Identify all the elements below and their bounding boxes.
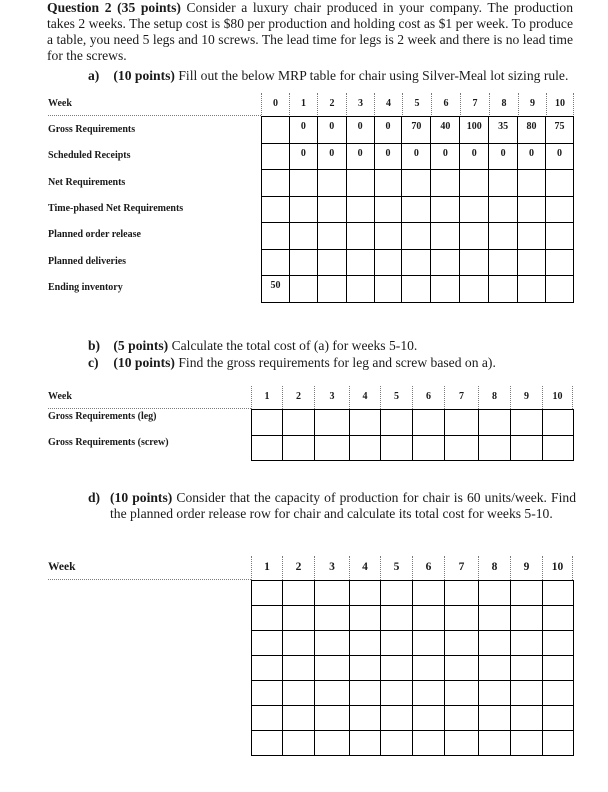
component-cell[interactable]	[511, 410, 543, 436]
capacity-cell[interactable]	[479, 631, 511, 656]
capacity-week-7: 7	[444, 556, 478, 580]
mrp-cell[interactable]: 0	[346, 143, 374, 170]
capacity-row	[252, 606, 574, 631]
mrp-cell[interactable]: 0	[374, 143, 402, 170]
mrp-cell[interactable]	[489, 276, 518, 303]
mrp-cell[interactable]: 0	[460, 143, 489, 170]
component-cell[interactable]	[283, 410, 315, 436]
capacity-week-8: 8	[478, 556, 510, 580]
component-week-10: 10	[542, 386, 573, 409]
mrp-cell[interactable]	[489, 170, 518, 197]
capacity-cell[interactable]	[350, 706, 381, 731]
mrp-row-ending-inventory	[262, 276, 574, 303]
capacity-week-3: 3	[314, 556, 349, 580]
capacity-cell[interactable]	[543, 706, 574, 731]
capacity-cell[interactable]	[350, 731, 381, 756]
capacity-cell[interactable]	[511, 731, 543, 756]
mrp-cell[interactable]	[431, 223, 460, 250]
capacity-cell[interactable]	[511, 681, 543, 706]
mrp-header-separator	[48, 115, 261, 116]
mrp-week-8: 8	[489, 93, 518, 117]
capacity-row	[252, 681, 574, 706]
capacity-cell[interactable]	[511, 706, 543, 731]
mrp-cell[interactable]: 0	[374, 117, 402, 144]
mrp-cell[interactable]	[518, 223, 546, 250]
capacity-cell[interactable]	[350, 631, 381, 656]
part-d-points: (10 points)	[110, 490, 173, 505]
capacity-cell[interactable]	[315, 681, 350, 706]
part-c-points: (10 points)	[113, 355, 175, 370]
component-cell[interactable]	[543, 410, 574, 436]
mrp-cell[interactable]: 0	[489, 143, 518, 170]
component-row-label: Gross Requirements (leg)	[48, 411, 157, 422]
component-cell[interactable]	[445, 435, 479, 461]
capacity-cell[interactable]	[445, 706, 479, 731]
capacity-cell[interactable]	[381, 581, 413, 606]
part-d-tag: d)	[88, 490, 101, 505]
mrp-cell[interactable]	[289, 249, 317, 276]
mrp-cell[interactable]: 70	[402, 117, 431, 144]
capacity-cell[interactable]	[315, 731, 350, 756]
component-table-grid	[251, 409, 574, 461]
mrp-cell[interactable]: 0	[402, 143, 431, 170]
capacity-week-9: 9	[510, 556, 542, 580]
capacity-cell[interactable]	[283, 731, 315, 756]
part-d-instruction	[88, 490, 576, 522]
mrp-cell[interactable]	[546, 170, 574, 197]
component-week-4: 4	[349, 386, 380, 409]
mrp-cell[interactable]	[546, 223, 574, 250]
mrp-cell[interactable]: 0	[431, 143, 460, 170]
part-c-text: Find the gross requirements for leg and screw based on a).	[178, 355, 496, 370]
mrp-cell[interactable]	[431, 170, 460, 197]
capacity-cell[interactable]	[511, 581, 543, 606]
capacity-cell[interactable]	[511, 631, 543, 656]
capacity-cell[interactable]	[252, 631, 283, 656]
mrp-cell[interactable]	[262, 143, 290, 170]
mrp-row-label: Scheduled Receipts	[48, 150, 131, 161]
component-row-label: Gross Requirements (screw)	[48, 437, 169, 448]
mrp-row-time-phased-net-requirements	[262, 196, 574, 223]
component-cell[interactable]	[381, 410, 413, 436]
capacity-cell[interactable]	[350, 581, 381, 606]
question-intro	[47, 0, 573, 64]
mrp-cell[interactable]: 0	[346, 117, 374, 144]
capacity-cell[interactable]	[543, 581, 574, 606]
component-week-9: 9	[510, 386, 542, 409]
component-week-5: 5	[380, 386, 412, 409]
mrp-cell[interactable]	[317, 170, 346, 197]
mrp-week-6: 6	[431, 93, 460, 117]
mrp-cell[interactable]	[489, 223, 518, 250]
mrp-cell[interactable]	[262, 170, 290, 197]
capacity-cell[interactable]	[283, 631, 315, 656]
capacity-cell[interactable]	[543, 606, 574, 631]
mrp-cell[interactable]	[374, 249, 402, 276]
capacity-cell[interactable]	[445, 631, 479, 656]
capacity-cell[interactable]	[413, 581, 445, 606]
component-cell[interactable]	[350, 410, 381, 436]
component-week-3: 3	[314, 386, 349, 409]
capacity-row	[252, 706, 574, 731]
mrp-cell[interactable]	[346, 196, 374, 223]
capacity-cell[interactable]	[283, 581, 315, 606]
mrp-cell[interactable]	[402, 223, 431, 250]
capacity-week-4: 4	[349, 556, 380, 580]
component-cell[interactable]	[479, 435, 511, 461]
component-cell[interactable]	[511, 435, 543, 461]
mrp-cell[interactable]	[546, 249, 574, 276]
capacity-cell[interactable]	[252, 606, 283, 631]
part-a-points: (10 points)	[113, 68, 175, 83]
mrp-table-grid	[261, 116, 574, 303]
capacity-cell[interactable]	[543, 731, 574, 756]
capacity-cell[interactable]	[445, 656, 479, 681]
capacity-cell[interactable]	[350, 656, 381, 681]
capacity-cell[interactable]	[413, 731, 445, 756]
question-body: Consider a luxury chair produced in your company. The production takes 2 weeks. The setup cost is $80 per production and holding cost as $1 per week. To produce a table, you need 5 legs and 10 screws. The lead time for legs is 2 week and there is no lead time for the screws.	[47, 0, 573, 63]
mrp-row-planned-order-release	[262, 223, 574, 250]
mrp-week-header	[261, 93, 574, 117]
component-cell[interactable]	[252, 410, 283, 436]
capacity-week-header	[251, 556, 573, 580]
component-cell[interactable]	[543, 435, 574, 461]
mrp-cell[interactable]	[289, 223, 317, 250]
mrp-row-label: Time-phased Net Requirements	[48, 203, 184, 214]
capacity-cell[interactable]	[381, 681, 413, 706]
capacity-cell[interactable]	[315, 706, 350, 731]
component-cell[interactable]	[283, 435, 315, 461]
capacity-cell[interactable]	[445, 581, 479, 606]
capacity-header-separator	[48, 579, 251, 580]
capacity-cell[interactable]	[315, 656, 350, 681]
capacity-cell[interactable]	[479, 581, 511, 606]
mrp-cell[interactable]	[317, 276, 346, 303]
mrp-cell[interactable]	[460, 196, 489, 223]
mrp-cell[interactable]	[262, 223, 290, 250]
capacity-cell[interactable]	[252, 731, 283, 756]
capacity-cell[interactable]	[283, 681, 315, 706]
mrp-cell[interactable]	[374, 196, 402, 223]
mrp-cell[interactable]	[431, 276, 460, 303]
mrp-cell[interactable]	[374, 170, 402, 197]
component-week-1: 1	[251, 386, 282, 409]
capacity-cell[interactable]	[283, 656, 315, 681]
mrp-row-net-requirements	[262, 170, 574, 197]
capacity-cell[interactable]	[445, 731, 479, 756]
capacity-cell[interactable]	[413, 656, 445, 681]
mrp-row-planned-deliveries	[262, 249, 574, 276]
mrp-cell[interactable]: 75	[546, 117, 574, 144]
mrp-cell[interactable]	[402, 196, 431, 223]
part-c-instruction	[88, 355, 578, 371]
mrp-cell[interactable]	[289, 170, 317, 197]
capacity-cell[interactable]	[479, 706, 511, 731]
capacity-row	[252, 656, 574, 681]
component-cell[interactable]	[350, 435, 381, 461]
capacity-cell[interactable]	[511, 656, 543, 681]
mrp-cell[interactable]: 35	[489, 117, 518, 144]
part-a-tag: a)	[88, 68, 100, 83]
mrp-cell[interactable]	[317, 196, 346, 223]
capacity-cell[interactable]	[283, 706, 315, 731]
component-cell[interactable]	[413, 410, 445, 436]
capacity-week-10: 10	[542, 556, 573, 580]
mrp-cell[interactable]	[460, 249, 489, 276]
component-week-7: 7	[444, 386, 478, 409]
mrp-cell[interactable]	[489, 196, 518, 223]
mrp-cell[interactable]	[262, 196, 290, 223]
capacity-cell[interactable]	[413, 631, 445, 656]
component-row-leg	[252, 410, 574, 436]
capacity-cell[interactable]	[445, 681, 479, 706]
mrp-week-7: 7	[460, 93, 489, 117]
capacity-cell[interactable]	[413, 681, 445, 706]
mrp-cell[interactable]	[518, 276, 546, 303]
capacity-cell[interactable]	[252, 681, 283, 706]
capacity-week-6: 6	[412, 556, 444, 580]
mrp-row-label: Planned order release	[48, 229, 141, 240]
component-week-label: Week	[48, 391, 72, 402]
mrp-week-3: 3	[346, 93, 374, 117]
mrp-cell[interactable]	[460, 223, 489, 250]
capacity-cell[interactable]	[543, 681, 574, 706]
capacity-cell[interactable]	[413, 706, 445, 731]
component-cell[interactable]	[381, 435, 413, 461]
mrp-row-label: Net Requirements	[48, 177, 126, 188]
part-a-text: Fill out the below MRP table for chair using Silver-Meal lot sizing rule.	[178, 68, 569, 83]
mrp-cell[interactable]	[460, 170, 489, 197]
mrp-week-0: 0	[261, 93, 289, 117]
mrp-cell[interactable]	[546, 276, 574, 303]
mrp-cell[interactable]	[402, 276, 431, 303]
mrp-week-2: 2	[317, 93, 346, 117]
part-c-tag: c)	[88, 355, 99, 370]
capacity-cell[interactable]	[283, 606, 315, 631]
mrp-cell[interactable]	[317, 249, 346, 276]
mrp-week-label: Week	[48, 98, 72, 109]
mrp-row-label: Gross Requirements	[48, 124, 136, 135]
capacity-cell[interactable]	[543, 656, 574, 681]
mrp-cell[interactable]	[518, 249, 546, 276]
mrp-cell[interactable]	[262, 117, 290, 144]
capacity-cell[interactable]	[350, 606, 381, 631]
part-d-text: Consider that the capacity of production for chair is 60 units/week. Find the planned order release row for chair and calculate its total cost for weeks 5-10.	[110, 490, 576, 521]
mrp-cell[interactable]: 0	[546, 143, 574, 170]
component-cell[interactable]	[445, 410, 479, 436]
capacity-cell[interactable]	[252, 656, 283, 681]
capacity-cell[interactable]	[381, 706, 413, 731]
capacity-cell[interactable]	[445, 606, 479, 631]
mrp-week-1: 1	[289, 93, 317, 117]
capacity-week-1: 1	[251, 556, 282, 580]
mrp-week-4: 4	[374, 93, 402, 117]
mrp-cell[interactable]: 0	[518, 143, 546, 170]
component-cell[interactable]	[413, 435, 445, 461]
capacity-week-label: Week	[48, 561, 76, 573]
mrp-cell[interactable]: 0	[289, 117, 317, 144]
mrp-cell[interactable]: 0	[317, 117, 346, 144]
capacity-week-5: 5	[380, 556, 412, 580]
mrp-row-scheduled-receipts	[262, 143, 574, 170]
mrp-cell[interactable]	[346, 223, 374, 250]
capacity-cell[interactable]	[479, 656, 511, 681]
component-cell[interactable]	[252, 435, 283, 461]
mrp-cell[interactable]	[346, 276, 374, 303]
component-cell[interactable]	[315, 435, 350, 461]
mrp-cell[interactable]: 0	[289, 143, 317, 170]
mrp-week-10: 10	[546, 93, 574, 117]
part-b-points: (5 points)	[113, 338, 169, 353]
question-title: Question 2 (35 points)	[47, 0, 181, 15]
component-row-screw	[252, 435, 574, 461]
mrp-cell[interactable]	[374, 276, 402, 303]
component-week-2: 2	[282, 386, 314, 409]
capacity-cell[interactable]	[479, 731, 511, 756]
part-a-instruction	[88, 68, 578, 84]
capacity-cell[interactable]	[479, 681, 511, 706]
capacity-row	[252, 731, 574, 756]
component-header-separator	[48, 408, 251, 409]
component-cell[interactable]	[479, 410, 511, 436]
mrp-cell[interactable]	[317, 223, 346, 250]
capacity-row	[252, 581, 574, 606]
capacity-cell[interactable]	[315, 581, 350, 606]
mrp-week-5: 5	[402, 93, 431, 117]
mrp-cell[interactable]	[431, 249, 460, 276]
mrp-cell[interactable]	[518, 196, 546, 223]
mrp-cell[interactable]	[489, 249, 518, 276]
mrp-cell[interactable]	[346, 170, 374, 197]
component-week-header	[251, 386, 573, 409]
mrp-cell[interactable]	[289, 196, 317, 223]
mrp-cell[interactable]: 40	[431, 117, 460, 144]
capacity-cell[interactable]	[413, 606, 445, 631]
mrp-cell[interactable]	[262, 249, 290, 276]
mrp-cell[interactable]	[518, 170, 546, 197]
mrp-cell[interactable]: 0	[317, 143, 346, 170]
mrp-row-label: Planned deliveries	[48, 256, 127, 267]
capacity-week-2: 2	[282, 556, 314, 580]
component-week-6: 6	[412, 386, 444, 409]
component-cell[interactable]	[315, 410, 350, 436]
capacity-cell[interactable]	[315, 631, 350, 656]
mrp-cell[interactable]	[460, 276, 489, 303]
part-b-instruction	[88, 338, 578, 354]
capacity-cell[interactable]	[350, 681, 381, 706]
component-week-8: 8	[478, 386, 510, 409]
mrp-cell[interactable]	[402, 249, 431, 276]
mrp-cell[interactable]: 50	[262, 276, 290, 303]
capacity-cell[interactable]	[315, 606, 350, 631]
mrp-week-9: 9	[518, 93, 546, 117]
capacity-cell[interactable]	[543, 631, 574, 656]
capacity-cell[interactable]	[381, 631, 413, 656]
capacity-cell[interactable]	[479, 606, 511, 631]
capacity-cell[interactable]	[381, 606, 413, 631]
capacity-cell[interactable]	[381, 656, 413, 681]
capacity-cell[interactable]	[252, 581, 283, 606]
capacity-cell[interactable]	[381, 731, 413, 756]
mrp-row-label: Ending inventory	[48, 282, 123, 293]
mrp-cell[interactable]	[374, 223, 402, 250]
part-b-tag: b)	[88, 338, 101, 353]
mrp-row-gross-requirements	[262, 117, 574, 144]
mrp-cell[interactable]	[289, 276, 317, 303]
mrp-cell[interactable]: 80	[518, 117, 546, 144]
capacity-table-grid	[251, 580, 574, 756]
capacity-cell[interactable]	[252, 706, 283, 731]
mrp-cell[interactable]	[546, 196, 574, 223]
part-b-text: Calculate the total cost of (a) for weeks 5-10.	[171, 338, 418, 353]
mrp-cell[interactable]	[431, 196, 460, 223]
mrp-cell[interactable]	[346, 249, 374, 276]
capacity-cell[interactable]	[511, 606, 543, 631]
capacity-row	[252, 631, 574, 656]
mrp-cell[interactable]	[402, 170, 431, 197]
mrp-cell[interactable]: 100	[460, 117, 489, 144]
